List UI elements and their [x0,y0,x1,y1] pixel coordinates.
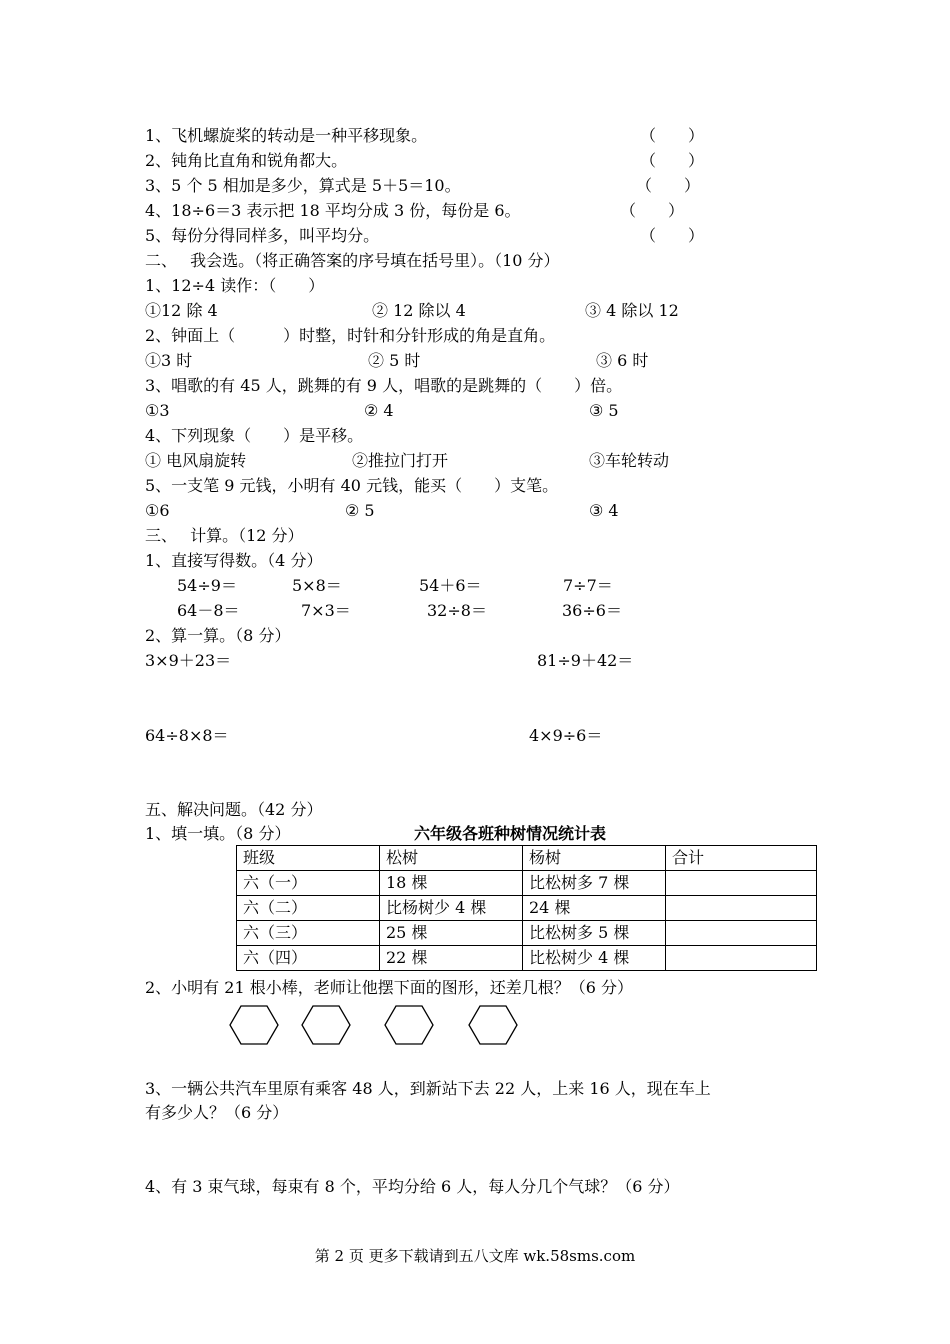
table-cell: 比松树多 7 棵 [523,871,666,896]
problem-3-text-line2: 有多少人？（6 分） [145,1103,289,1122]
choice-q4-option-1: ① 电风扇旋转 [145,451,247,470]
tf-item-3: 3、5 个 5 相加是多少，算式是 5＋5＝10。 [145,176,461,195]
header-cell: 松树 [380,846,523,871]
table-cell: 六（二） [237,896,380,921]
table-cell: 比松树多 5 棵 [523,921,666,946]
table-cell: 24 棵 [523,896,666,921]
table-cell: 比松树少 4 棵 [523,946,666,971]
quick-calc: 64－8＝ [177,601,240,620]
choice-q5-stem: 5、一支笔 9 元钱，小明有 40 元钱，能买（ ）支笔。 [145,476,559,495]
problem-3-text-line1: 3、一辆公共汽车里原有乘客 48 人，到新站下去 22 人，上来 16 人，现在车上 [145,1079,711,1098]
hexagon-icon [300,1004,352,1046]
choice-q2-option-3: ③ 6 时 [596,351,649,370]
section-heading-choice: 二、 我会选。（将正确答案的序号填在括号里）。（10 分） [145,251,560,270]
choice-q3-option-1: ①3 [145,401,170,420]
calc-expression: 4×9÷6＝ [529,726,603,745]
choice-q3-option-3: ③ 5 [589,401,619,420]
total-cell[interactable] [666,946,817,971]
choice-q4-stem: 4、下列现象（ ）是平移。 [145,426,364,445]
page-footer: 第 2 页 更多下载请到五八文库 wk.58sms.com [314,1247,636,1265]
header-cell: 班级 [237,846,380,871]
tf-item-5: 5、每份分得同样多，叫平均分。 [145,226,380,245]
choice-q5-option-1: ①6 [145,501,170,520]
table-header-row [237,846,817,871]
table-cell: 六（三） [237,921,380,946]
choice-q3-stem: 3、唱歌的有 45 人，跳舞的有 9 人，唱歌的是跳舞的（ ）倍。 [145,376,623,395]
quick-calc: 5×8＝ [292,576,342,595]
tf-item-1: 1、飞机螺旋桨的转动是一种平移现象。 [145,126,428,145]
total-cell[interactable] [666,921,817,946]
table-cell: 六（四） [237,946,380,971]
tf-item-2: 2、钝角比直角和锐角都大。 [145,151,348,170]
total-cell[interactable] [666,871,817,896]
choice-q3-option-2: ② 4 [364,401,394,420]
choice-q2-option-2: ② 5 时 [368,351,421,370]
choice-q5-option-2: ② 5 [345,501,375,520]
choice-q2-stem: 2、钟面上（ ）时整，时针和分针形成的角是直角。 [145,326,556,345]
header-cell: 杨树 [523,846,666,871]
choice-q4-option-2: ②推拉门打开 [352,451,449,470]
calc-sub2-title: 2、算一算。（8 分） [145,626,291,645]
table-cell: 25 棵 [380,921,523,946]
answer-paren-1[interactable]: （ ） [640,126,705,145]
problem-1-title: 1、填一填。（8 分） [145,824,291,843]
choice-q2-option-1: ①3 时 [145,351,193,370]
answer-paren-5[interactable]: （ ） [640,226,705,245]
quick-calc: 7÷7＝ [563,576,613,595]
section-heading-calc: 三、 计算。（12 分） [145,526,304,545]
answer-paren-2[interactable]: （ ） [640,151,705,170]
calc-sub1-title: 1、直接写得数。（4 分） [145,551,323,570]
table-row [237,946,817,971]
calc-expression: 64÷8×8＝ [145,726,229,745]
answer-paren-4[interactable]: （ ） [620,201,685,220]
hexagon-icon [228,1004,280,1046]
header-cell: 合计 [666,846,817,871]
choice-q1-option-2: ② 12 除以 4 [372,301,466,320]
quick-calc: 36÷6＝ [562,601,622,620]
quick-calc: 7×3＝ [301,601,351,620]
calc-expression: 3×9＋23＝ [145,651,232,670]
hexagon-icon [467,1004,519,1046]
choice-q4-option-3: ③车轮转动 [589,451,670,470]
tf-item-4: 4、18÷6＝3 表示把 18 平均分成 3 份，每份是 6。 [145,201,521,220]
choice-q1-option-1: ①12 除 4 [145,301,218,320]
table-cell: 22 棵 [380,946,523,971]
choice-q1-stem: 1、12÷4 读作：（ ） [145,276,325,295]
table-cell: 18 棵 [380,871,523,896]
problem-2-text: 2、小明有 21 根小棒，老师让他摆下面的图形，还差几根？（6 分） [145,978,633,997]
quick-calc: 54÷9＝ [177,576,237,595]
table-row [237,871,817,896]
section-heading-problems: 五、解决问题。（42 分） [145,800,323,819]
table-cell: 比杨树少 4 棵 [380,896,523,921]
calc-expression: 81÷9＋42＝ [537,651,634,670]
tree-planting-table [236,845,817,971]
quick-calc: 54＋6＝ [419,576,482,595]
table-row [237,921,817,946]
quick-calc: 32÷8＝ [427,601,487,620]
answer-paren-3[interactable]: （ ） [636,176,701,195]
table-row [237,896,817,921]
choice-q5-option-3: ③ 4 [589,501,619,520]
hexagon-icon [383,1004,435,1046]
choice-q1-option-3: ③ 4 除以 12 [585,301,679,320]
table-cell: 六（一） [237,871,380,896]
total-cell[interactable] [666,896,817,921]
table-title: 六年级各班种树情况统计表 [414,824,607,843]
problem-4-text: 4、有 3 束气球，每束有 8 个，平均分给 6 人，每人分几个气球？（6 分） [145,1177,680,1196]
